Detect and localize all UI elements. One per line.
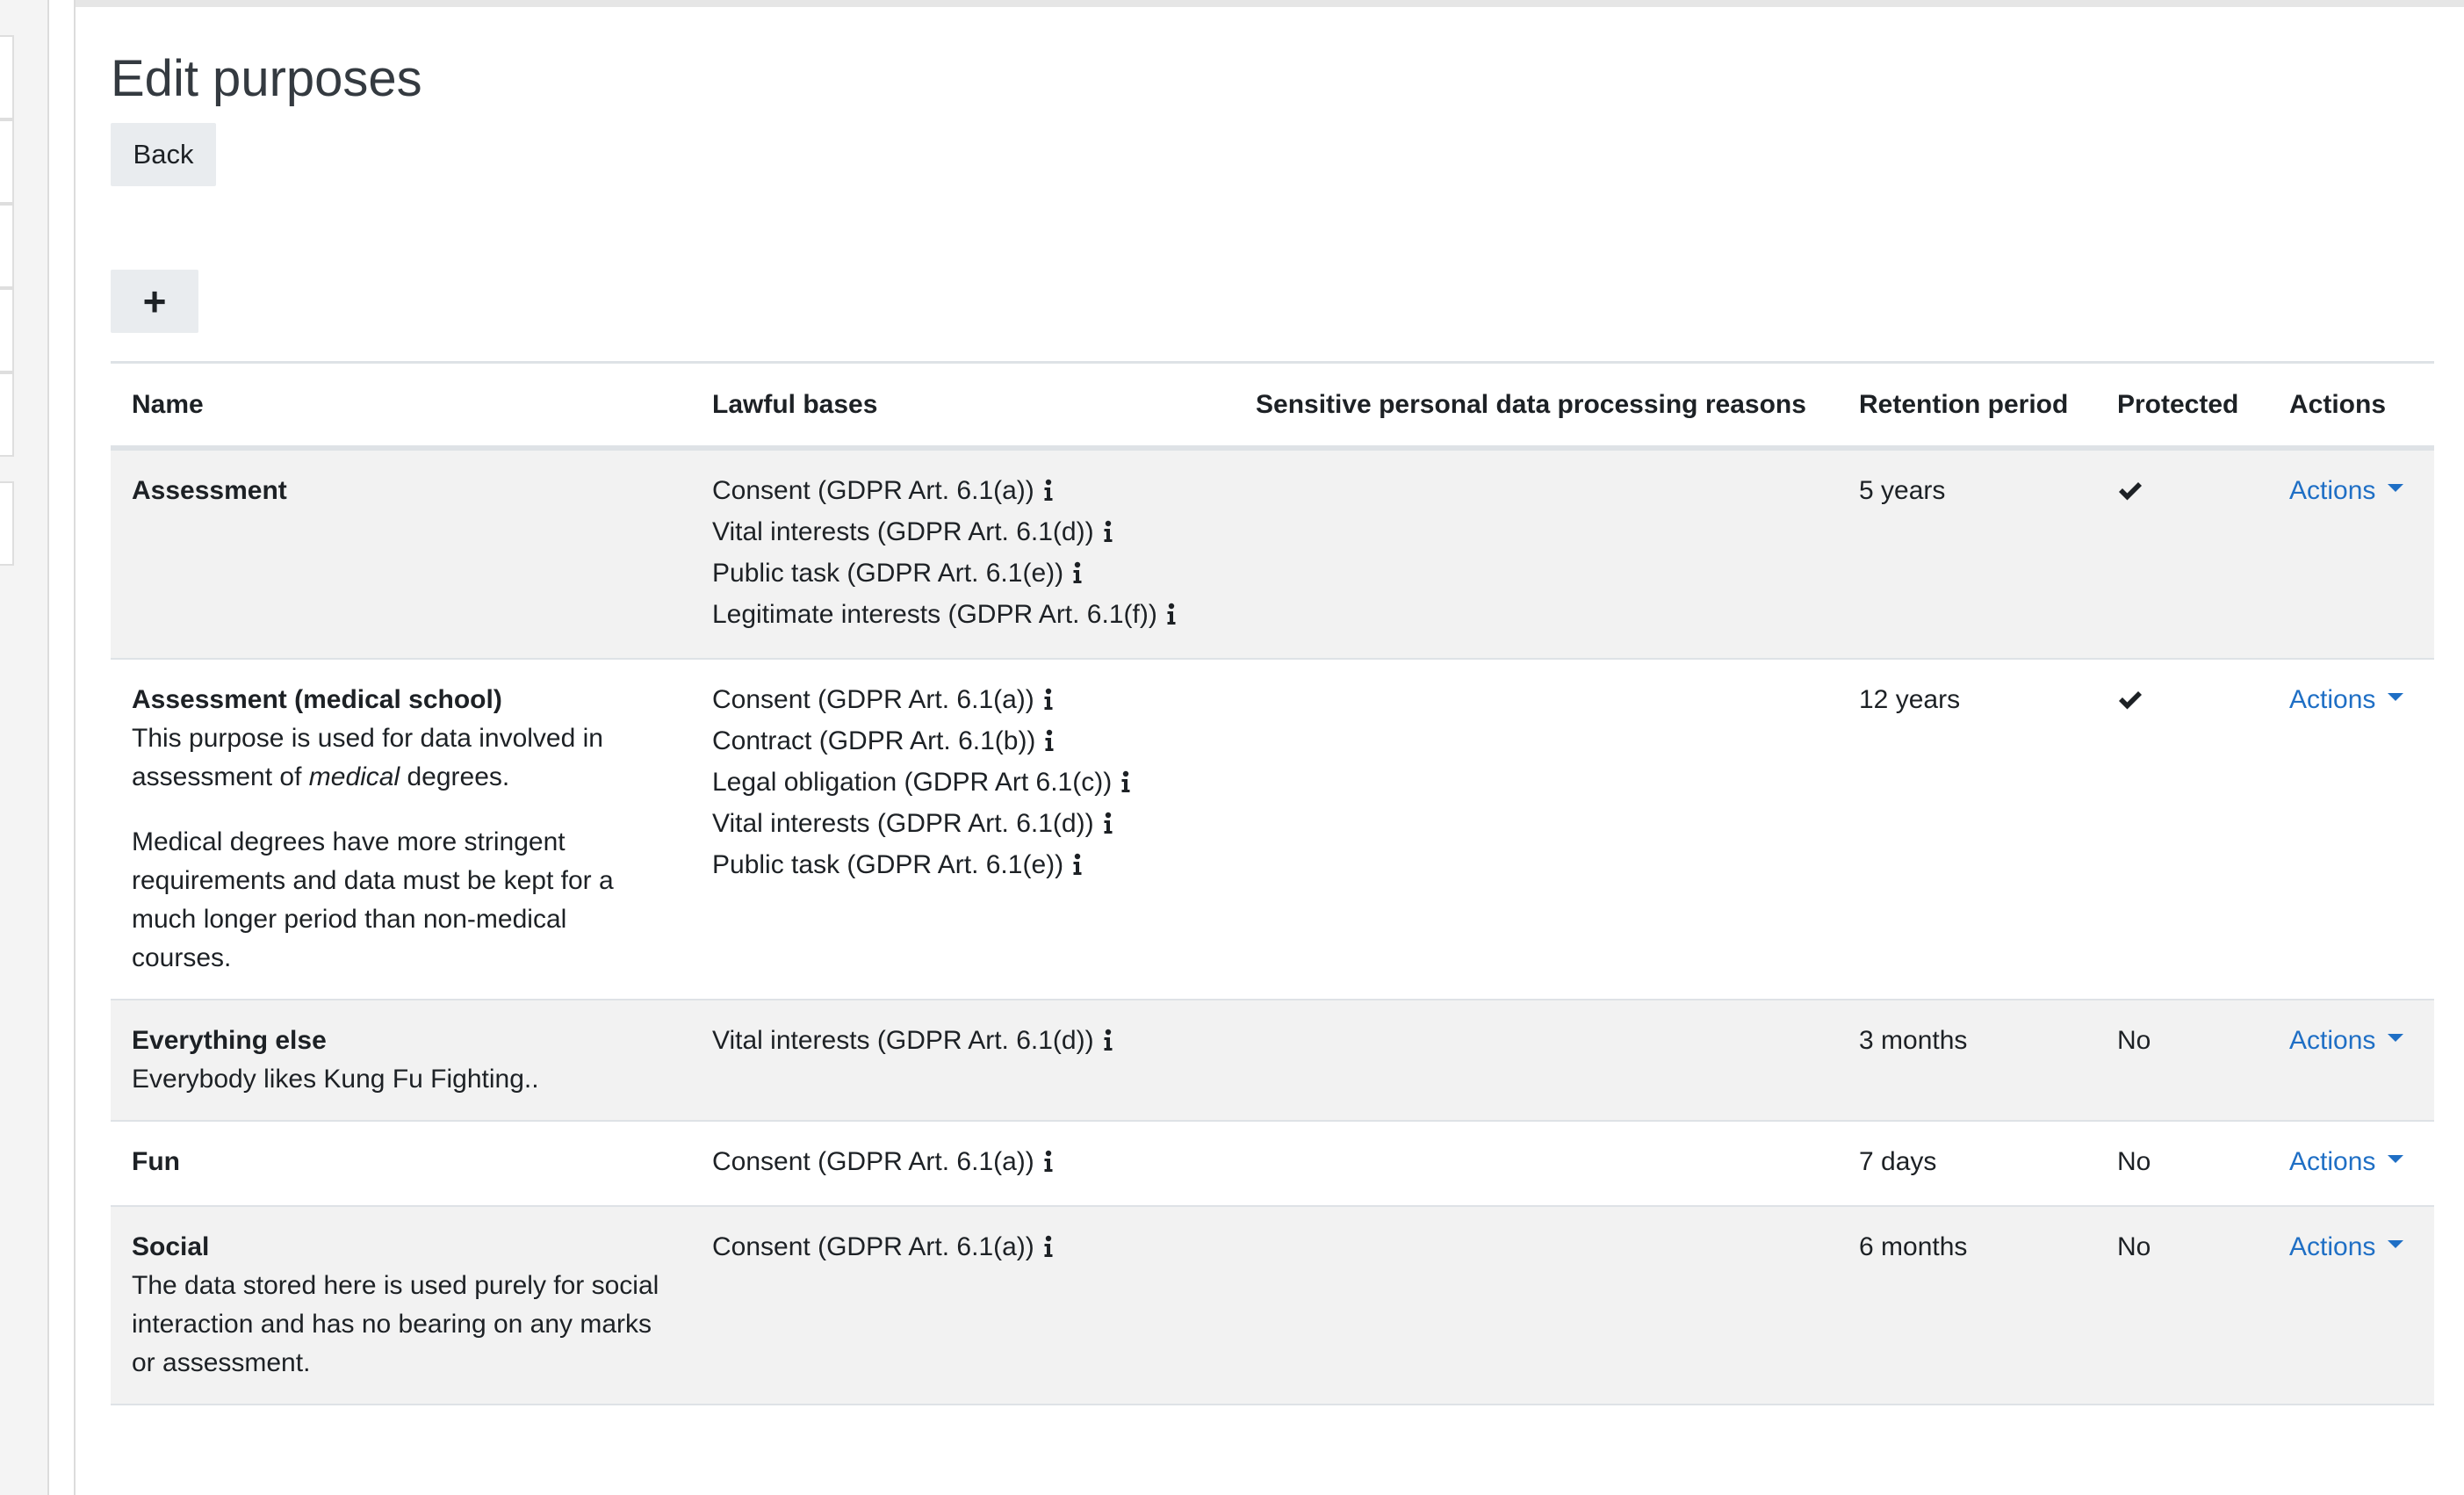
lawful-basis-item (712, 472, 1214, 513)
check-icon (2117, 475, 2143, 514)
cell-retention-period: 12 years (1859, 685, 1961, 714)
info-icon[interactable] (1103, 807, 1113, 846)
caret-down-icon (2388, 1240, 2403, 1248)
lawful-basis-item (712, 554, 1214, 596)
lawful-basis-label: Legitimate interests (GDPR Art. 6.1(f)) (712, 600, 1157, 629)
lawful-basis-item (712, 1022, 1214, 1063)
cell-name (111, 1121, 691, 1206)
cell-lawful-bases (691, 659, 1235, 1000)
cell-lawful-bases (691, 1206, 1235, 1405)
column-header-name: Name (132, 389, 204, 419)
caret-down-icon (2388, 693, 2403, 701)
lawful-basis-item (712, 1143, 1214, 1184)
info-icon[interactable] (1043, 683, 1054, 722)
actions-dropdown[interactable] (2289, 1026, 2403, 1055)
purpose-name: Assessment (medical school) (132, 685, 502, 714)
description-text: This purpose is used for data involved in assessment of (132, 724, 603, 791)
lawful-basis-item (712, 596, 1214, 637)
description-paragraph (132, 1060, 670, 1099)
actions-label: Actions (2289, 1147, 2376, 1176)
purpose-description (132, 1060, 670, 1099)
actions-label: Actions (2289, 1232, 2376, 1261)
lawful-basis-item (712, 722, 1214, 763)
cell-actions (2268, 659, 2434, 1000)
purposes-table-body (111, 448, 2434, 1405)
purpose-name: Everything else (132, 1026, 327, 1055)
check-icon (2117, 684, 2143, 723)
cell-sensitive-reasons (1235, 448, 1838, 659)
lawful-basis-label: Consent (GDPR Art. 6.1(a)) (712, 476, 1034, 505)
cell-retention-period: 7 days (1859, 1147, 1937, 1176)
column-header-sensitive-reasons: Sensitive personal data processing reasons (1256, 389, 1806, 419)
table-row (111, 659, 2434, 1000)
drawer-tab (0, 35, 14, 119)
drawer-tab (0, 119, 14, 204)
lawful-basis-item (712, 846, 1214, 887)
description-paragraph (132, 823, 670, 978)
drawer-tab (0, 288, 14, 372)
purposes-table (111, 361, 2434, 1405)
column-header-actions: Actions (2289, 389, 2387, 419)
info-icon[interactable] (1072, 849, 1083, 887)
back-button[interactable]: Back (111, 123, 216, 186)
caret-down-icon (2388, 1155, 2403, 1163)
plus-icon: + (142, 278, 167, 324)
cell-protected (2096, 448, 2268, 659)
table-row (111, 1121, 2434, 1206)
actions-dropdown[interactable] (2289, 1232, 2403, 1261)
info-icon[interactable] (1044, 725, 1055, 763)
actions-dropdown[interactable] (2289, 685, 2403, 714)
drawer-tab (0, 204, 14, 288)
lawful-basis-label: Consent (GDPR Art. 6.1(a)) (712, 1232, 1034, 1261)
table-row (111, 1206, 2434, 1405)
lawful-basis-item (712, 513, 1214, 554)
cell-actions (2268, 1121, 2434, 1206)
cell-protected (2096, 1206, 2268, 1405)
lawful-basis-item (712, 681, 1214, 722)
lawful-basis-label: Contract (GDPR Art. 6.1(b)) (712, 726, 1036, 755)
info-icon[interactable] (1103, 516, 1113, 554)
lawful-basis-item (712, 1228, 1214, 1269)
table-row (111, 1000, 2434, 1121)
page-title: Edit purposes (111, 50, 422, 107)
cell-actions (2268, 448, 2434, 659)
info-icon[interactable] (1043, 1145, 1054, 1184)
lawful-basis-label: Vital interests (GDPR Art. 6.1(d)) (712, 1026, 1094, 1055)
description-text: Everybody likes Kung Fu Fighting.. (132, 1065, 539, 1094)
actions-dropdown[interactable] (2289, 476, 2403, 505)
cell-sensitive-reasons (1235, 1206, 1838, 1405)
column-header-retention-period: Retention period (1859, 389, 2069, 419)
region-main-border (74, 0, 76, 1495)
actions-label: Actions (2289, 1026, 2376, 1055)
description-text: The data stored here is used purely for social interaction and has no bearing on any marks or assessment. (132, 1271, 659, 1377)
cell-retention-period: 3 months (1859, 1026, 1968, 1055)
top-divider (76, 0, 2464, 7)
description-text: medical (308, 762, 400, 791)
cell-name (111, 1000, 691, 1121)
lawful-basis-label: Vital interests (GDPR Art. 6.1(d)) (712, 517, 1094, 546)
protected-value: No (2117, 1026, 2151, 1055)
column-header-lawful-bases: Lawful bases (712, 389, 878, 419)
description-paragraph (132, 1267, 670, 1383)
cell-lawful-bases (691, 1121, 1235, 1206)
cell-name (111, 448, 691, 659)
cell-name (111, 659, 691, 1000)
lawful-basis-label: Legal obligation (GDPR Art 6.1(c)) (712, 768, 1113, 797)
cell-name (111, 1206, 691, 1405)
lawful-basis-label: Vital interests (GDPR Art. 6.1(d)) (712, 809, 1094, 838)
cell-retention-period: 6 months (1859, 1232, 1968, 1261)
actions-label: Actions (2289, 685, 2376, 714)
cell-retention-period: 5 years (1859, 476, 1946, 505)
lawful-basis-label: Public task (GDPR Art. 6.1(e)) (712, 559, 1064, 588)
drawer-tab (0, 481, 14, 566)
purpose-name: Social (132, 1232, 210, 1261)
lawful-basis-item (712, 763, 1214, 805)
lawful-basis-label: Consent (GDPR Art. 6.1(a)) (712, 685, 1034, 714)
table-header-row (111, 363, 2434, 449)
drawer-tab (0, 372, 14, 457)
cell-sensitive-reasons (1235, 1000, 1838, 1121)
protected-value: No (2117, 1147, 2151, 1176)
purpose-description (132, 1267, 670, 1383)
info-icon[interactable] (1120, 766, 1131, 805)
cell-actions (2268, 1206, 2434, 1405)
info-icon[interactable] (1043, 1231, 1054, 1269)
lawful-basis-label: Public task (GDPR Art. 6.1(e)) (712, 850, 1064, 879)
caret-down-icon (2388, 484, 2403, 492)
description-text: Medical degrees have more stringent requirements and data must be kept for a much longer period than non-medical courses. (132, 827, 614, 972)
info-icon[interactable] (1043, 474, 1054, 513)
cell-sensitive-reasons (1235, 1121, 1838, 1206)
actions-dropdown[interactable] (2289, 1147, 2403, 1176)
purpose-name: Assessment (132, 476, 287, 505)
description-paragraph (132, 719, 670, 797)
purpose-name: Fun (132, 1147, 180, 1176)
description-text: degrees. (400, 762, 510, 791)
lawful-basis-item (712, 805, 1214, 846)
info-icon[interactable] (1103, 1024, 1113, 1063)
cell-lawful-bases (691, 1000, 1235, 1121)
cell-protected (2096, 1000, 2268, 1121)
column-header-protected: Protected (2117, 389, 2239, 419)
cell-sensitive-reasons (1235, 659, 1838, 1000)
left-drawer-gutter (0, 0, 49, 1495)
actions-label: Actions (2289, 476, 2376, 505)
cell-protected (2096, 1121, 2268, 1206)
cell-actions (2268, 1000, 2434, 1121)
purpose-description (132, 719, 670, 978)
cell-lawful-bases (691, 448, 1235, 659)
table-row (111, 448, 2434, 659)
info-icon[interactable] (1072, 557, 1083, 596)
info-icon[interactable] (1166, 598, 1177, 637)
add-purpose-button[interactable] (111, 270, 198, 333)
lawful-basis-label: Consent (GDPR Art. 6.1(a)) (712, 1147, 1034, 1176)
caret-down-icon (2388, 1034, 2403, 1042)
protected-value: No (2117, 1232, 2151, 1261)
cell-protected (2096, 659, 2268, 1000)
